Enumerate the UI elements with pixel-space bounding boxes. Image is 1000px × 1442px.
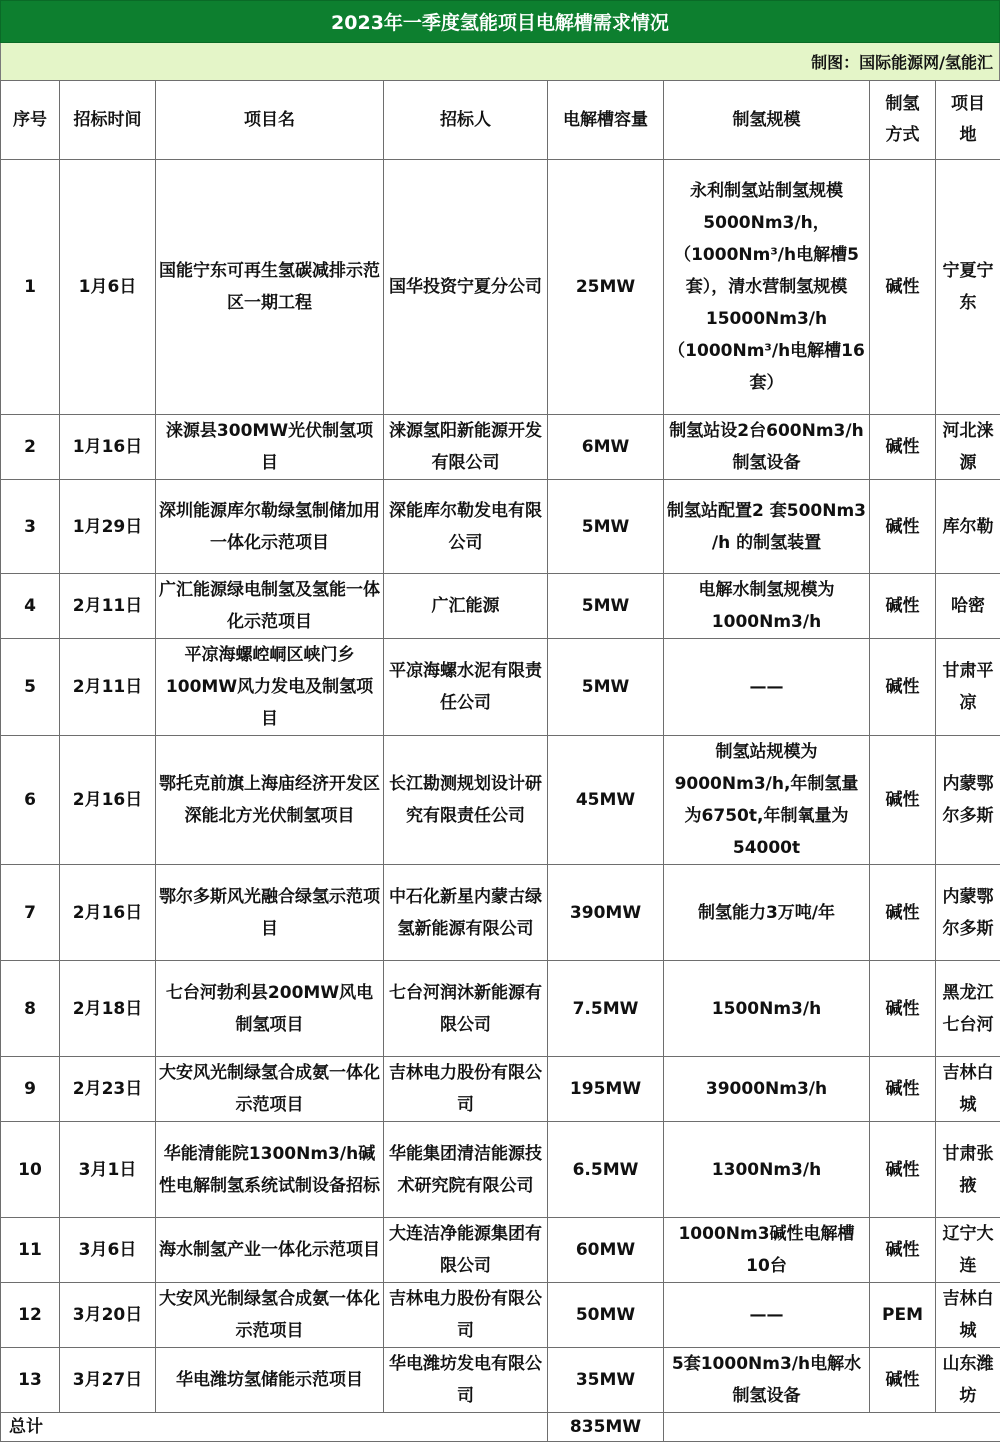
- cell-capacity: 5MW: [548, 639, 664, 736]
- cell-tenderer: 七台河润沐新能源有限公司: [384, 961, 548, 1057]
- cell-name: 华能清能院1300Nm3/h碱性电解制氢系统试制设备招标: [156, 1122, 384, 1218]
- cell-tenderer: 深能库尔勒发电有限公司: [384, 480, 548, 574]
- cell-capacity: 5MW: [548, 574, 664, 639]
- cell-tenderer: 吉林电力股份有限公司: [384, 1283, 548, 1348]
- cell-name: 鄂尔多斯风光融合绿氢示范项目: [156, 865, 384, 961]
- cell-name: 平凉海螺崆峒区峡门乡100MW风力发电及制氢项目: [156, 639, 384, 736]
- cell-tenderer: 平凉海螺水泥有限责任公司: [384, 639, 548, 736]
- cell-seq: 10: [1, 1122, 60, 1218]
- cell-method: 碱性: [870, 574, 936, 639]
- table-row: [1, 160, 1000, 415]
- table-body: [1, 160, 1000, 1413]
- total-label: 总计: [1, 1413, 548, 1442]
- header-method: 制氢 方式: [870, 81, 936, 160]
- cell-time: 1月29日: [60, 480, 156, 574]
- header-name: 项目名: [156, 81, 384, 160]
- cell-time: 1月16日: [60, 415, 156, 480]
- cell-scale: 永利制氢站制氢规模5000Nm3/h，（1000Nm³/h电解槽5套），清水营制氢规模15000Nm3/h（1000Nm³/h电解槽16套）: [664, 160, 870, 415]
- cell-name: 涞源县300MW光伏制氢项目: [156, 415, 384, 480]
- cell-time: 3月20日: [60, 1283, 156, 1348]
- cell-location: 宁夏宁东: [936, 160, 1000, 415]
- credit-line: 制图：国际能源网/氢能汇: [0, 43, 1000, 80]
- cell-tenderer: 中石化新星内蒙古绿氢新能源有限公司: [384, 865, 548, 961]
- cell-method: 碱性: [870, 1348, 936, 1413]
- cell-tenderer: 华能集团清洁能源技术研究院有限公司: [384, 1122, 548, 1218]
- hydrogen-projects-table: [0, 80, 1000, 1442]
- header-seq: 序号: [1, 81, 60, 160]
- cell-scale: 制氢站设2台600Nm3/h 制氢设备: [664, 415, 870, 480]
- cell-capacity: 6.5MW: [548, 1122, 664, 1218]
- cell-scale: 电解水制氢规模为1000Nm3/h: [664, 574, 870, 639]
- table-row: [1, 1283, 1000, 1348]
- cell-tenderer: 涞源氢阳新能源开发有限公司: [384, 415, 548, 480]
- cell-tenderer: 吉林电力股份有限公司: [384, 1057, 548, 1122]
- cell-time: 2月16日: [60, 736, 156, 865]
- cell-name: 大安风光制绿氢合成氨一体化示范项目: [156, 1283, 384, 1348]
- cell-name: 鄂托克前旗上海庙经济开发区深能北方光伏制氢项目: [156, 736, 384, 865]
- cell-capacity: 195MW: [548, 1057, 664, 1122]
- cell-time: 2月18日: [60, 961, 156, 1057]
- cell-capacity: 390MW: [548, 865, 664, 961]
- cell-scale: 1300Nm3/h: [664, 1122, 870, 1218]
- header-scale: 制氢规模: [664, 81, 870, 160]
- cell-method: 碱性: [870, 1218, 936, 1283]
- cell-tenderer: 大连洁净能源集团有限公司: [384, 1218, 548, 1283]
- cell-location: 甘肃平凉: [936, 639, 1000, 736]
- cell-location: 甘肃张掖: [936, 1122, 1000, 1218]
- table-row: [1, 1057, 1000, 1122]
- header-row: [1, 81, 1000, 160]
- cell-capacity: 7.5MW: [548, 961, 664, 1057]
- cell-seq: 3: [1, 480, 60, 574]
- table-row: [1, 1218, 1000, 1283]
- cell-scale: 制氢站规模为9000Nm3/h,年制氢量为6750t,年制氧量为54000t: [664, 736, 870, 865]
- cell-seq: 12: [1, 1283, 60, 1348]
- cell-scale: 制氢站配置2 套500Nm3 /h 的制氢装置: [664, 480, 870, 574]
- cell-scale: 5套1000Nm3/h电解水制氢设备: [664, 1348, 870, 1413]
- table-row: [1, 961, 1000, 1057]
- cell-name: 深圳能源库尔勒绿氢制储加用一体化示范项目: [156, 480, 384, 574]
- cell-location: 吉林白城: [936, 1283, 1000, 1348]
- cell-tenderer: 广汇能源: [384, 574, 548, 639]
- cell-location: 吉林白城: [936, 1057, 1000, 1122]
- table-title: 2023年一季度氢能项目电解槽需求情况: [0, 0, 1000, 43]
- cell-capacity: 45MW: [548, 736, 664, 865]
- cell-scale: 1500Nm3/h: [664, 961, 870, 1057]
- table-row: [1, 1348, 1000, 1413]
- cell-method: 碱性: [870, 736, 936, 865]
- cell-scale: 1000Nm3碱性电解槽10台: [664, 1218, 870, 1283]
- total-empty: [664, 1413, 1000, 1442]
- cell-time: 2月11日: [60, 574, 156, 639]
- cell-capacity: 6MW: [548, 415, 664, 480]
- cell-method: 碱性: [870, 415, 936, 480]
- cell-capacity: 5MW: [548, 480, 664, 574]
- cell-seq: 11: [1, 1218, 60, 1283]
- cell-name: 海水制氢产业一体化示范项目: [156, 1218, 384, 1283]
- cell-name: 七台河勃利县200MW风电制氢项目: [156, 961, 384, 1057]
- cell-capacity: 25MW: [548, 160, 664, 415]
- cell-time: 1月6日: [60, 160, 156, 415]
- cell-location: 黑龙江七台河: [936, 961, 1000, 1057]
- cell-scale: ——: [664, 639, 870, 736]
- cell-method: PEM: [870, 1283, 936, 1348]
- cell-location: 哈密: [936, 574, 1000, 639]
- cell-tenderer: 长江勘测规划设计研究有限责任公司: [384, 736, 548, 865]
- cell-method: 碱性: [870, 1122, 936, 1218]
- cell-time: 2月11日: [60, 639, 156, 736]
- cell-seq: 5: [1, 639, 60, 736]
- cell-scale: 制氢能力3万吨/年: [664, 865, 870, 961]
- table-row: [1, 736, 1000, 865]
- cell-seq: 7: [1, 865, 60, 961]
- cell-capacity: 60MW: [548, 1218, 664, 1283]
- cell-capacity: 50MW: [548, 1283, 664, 1348]
- cell-method: 碱性: [870, 865, 936, 961]
- table-row: [1, 415, 1000, 480]
- cell-method: 碱性: [870, 1057, 936, 1122]
- cell-tenderer: 国华投资宁夏分公司: [384, 160, 548, 415]
- table-row: [1, 480, 1000, 574]
- cell-tenderer: 华电潍坊发电有限公司: [384, 1348, 548, 1413]
- table-row: [1, 574, 1000, 639]
- cell-time: 3月6日: [60, 1218, 156, 1283]
- cell-seq: 8: [1, 961, 60, 1057]
- total-capacity: 835MW: [548, 1413, 664, 1442]
- cell-name: 华电潍坊氢储能示范项目: [156, 1348, 384, 1413]
- cell-location: 内蒙鄂尔多斯: [936, 736, 1000, 865]
- cell-method: 碱性: [870, 961, 936, 1057]
- cell-method: 碱性: [870, 480, 936, 574]
- cell-name: 大安风光制绿氢合成氨一体化示范项目: [156, 1057, 384, 1122]
- cell-capacity: 35MW: [548, 1348, 664, 1413]
- cell-time: 3月27日: [60, 1348, 156, 1413]
- table-row: [1, 865, 1000, 961]
- cell-name: 国能宁东可再生氢碳减排示范区一期工程: [156, 160, 384, 415]
- cell-name: 广汇能源绿电制氢及氢能一体化示范项目: [156, 574, 384, 639]
- cell-scale: 39000Nm3/h: [664, 1057, 870, 1122]
- cell-seq: 6: [1, 736, 60, 865]
- cell-location: 河北涞源: [936, 415, 1000, 480]
- header-tenderer: 招标人: [384, 81, 548, 160]
- cell-time: 3月1日: [60, 1122, 156, 1218]
- table-row: [1, 1122, 1000, 1218]
- cell-time: 2月23日: [60, 1057, 156, 1122]
- cell-seq: 9: [1, 1057, 60, 1122]
- cell-time: 2月16日: [60, 865, 156, 961]
- cell-scale: ——: [664, 1283, 870, 1348]
- cell-seq: 2: [1, 415, 60, 480]
- header-time: 招标时间: [60, 81, 156, 160]
- cell-location: 辽宁大连: [936, 1218, 1000, 1283]
- total-row: [1, 1413, 1000, 1442]
- cell-method: 碱性: [870, 639, 936, 736]
- cell-location: 内蒙鄂尔多斯: [936, 865, 1000, 961]
- cell-location: 山东潍坊: [936, 1348, 1000, 1413]
- cell-location: 库尔勒: [936, 480, 1000, 574]
- table-row: [1, 639, 1000, 736]
- cell-seq: 4: [1, 574, 60, 639]
- cell-seq: 13: [1, 1348, 60, 1413]
- header-location: 项目 地: [936, 81, 1000, 160]
- cell-seq: 1: [1, 160, 60, 415]
- header-capacity: 电解槽容量: [548, 81, 664, 160]
- cell-method: 碱性: [870, 160, 936, 415]
